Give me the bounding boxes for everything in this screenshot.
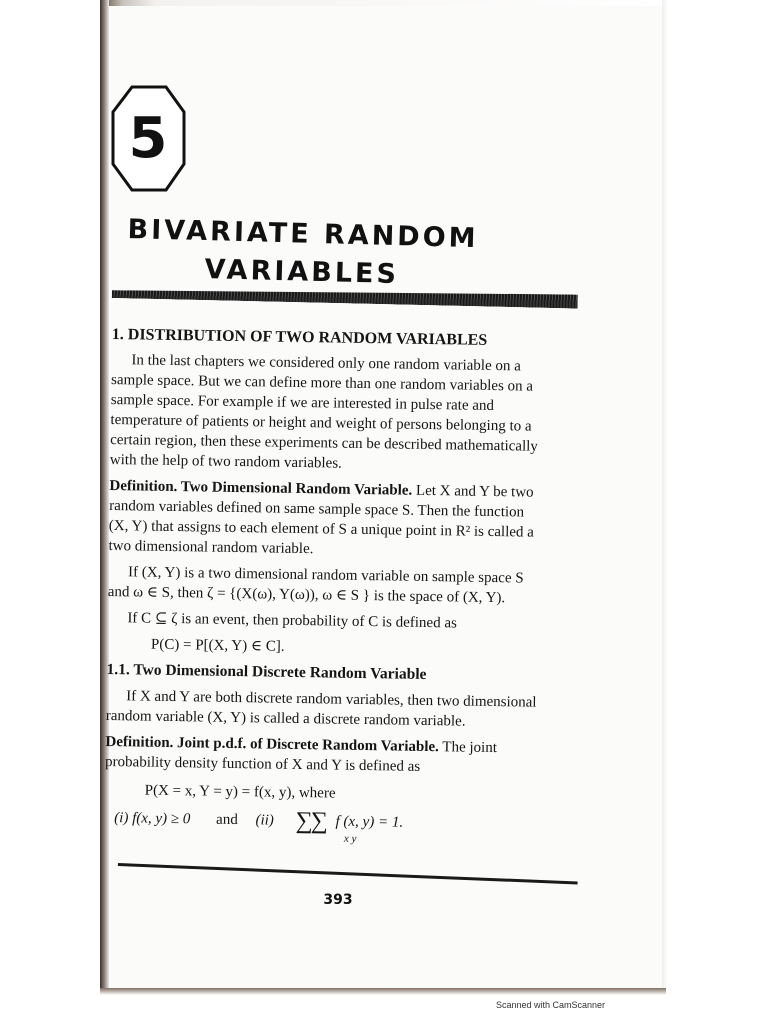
definition-line: random variables defined on same sample space S. Then the function [109, 497, 525, 521]
page-binding-edge [100, 0, 109, 993]
condition-i: (i) f(x, y) ≥ 0 [114, 810, 191, 828]
definition-text: Let X and Y be two [412, 482, 534, 501]
space-line: and ω ∈ S, then ζ = {(X(ω), Y(ω)), ω ∈ S } is the space of (X, Y). [107, 583, 506, 607]
subsection-heading: 1.1. Two Dimensional Discrete Random Variable [106, 660, 427, 683]
probability-formula: P(C) = P[(X, Y) ∈ C]. [150, 636, 285, 655]
intro-line: temperature of patients or height and weight of persons belonging to a [110, 411, 532, 435]
space-line: If (X, Y) is a two dimensional random variable on sample space S [127, 564, 524, 587]
subsection-line: random variable (X, Y) is called a discrete random variable. [105, 707, 466, 730]
chapter-number: 5 [128, 106, 168, 171]
intro-line: certain region, then these experiments can be described mathematically [110, 431, 538, 455]
event-line: If C ⊆ ζ is an event, then probability of C is defined as [127, 610, 458, 632]
chapter-title-line2: VARIABLES [204, 254, 400, 291]
double-sum-symbol: ∑∑ [295, 807, 327, 835]
scanner-watermark: Scanned with CamScanner [496, 1000, 606, 1010]
definition-line: (X, Y) that assigns to each element of S a unique point in R² is called a [108, 517, 534, 541]
section-heading: 1. DISTRIBUTION OF TWO RANDOM VARIABLES [111, 325, 488, 349]
page-bottom-edge [100, 988, 666, 995]
sum-subscripts: x y [343, 832, 357, 845]
intro-line: sample space. But we can define more than one random variables on a [110, 371, 534, 395]
chapter-badge [110, 84, 186, 194]
page-number: 393 [323, 892, 353, 908]
page-right-edge [662, 0, 668, 994]
condition-ii-expr: f (x, y) = 1. [335, 813, 404, 831]
subsection-line: If X and Y are both discrete random variables, then two dimensional [126, 688, 537, 711]
definition2-text: The joint [438, 739, 498, 757]
intro-line: In the last chapters we considered only one random variable on a [131, 352, 521, 375]
definition-label: Definition. Two Dimensional Random Variable. [109, 477, 413, 499]
intro-line: with the help of two random variables. [109, 451, 342, 472]
definition2-line: probability density function of X and Y is defined as [104, 753, 421, 775]
condition-ii-label: (ii) [255, 812, 274, 829]
definition-line: two dimensional random variable. [108, 537, 314, 558]
page-content [104, 324, 578, 849]
definition2-label: Definition. Joint p.d.f. of Discrete Random Variable. [105, 733, 440, 756]
joint-pdf-formula: P(X = x, Y = y) = f(x, y), where [144, 782, 336, 802]
condition-connector: and [215, 811, 238, 829]
chapter-title-line1: BIVARIATE RANDOM [127, 214, 479, 255]
intro-line: sample space. For example if we are interested in pulse rate and [110, 391, 495, 415]
